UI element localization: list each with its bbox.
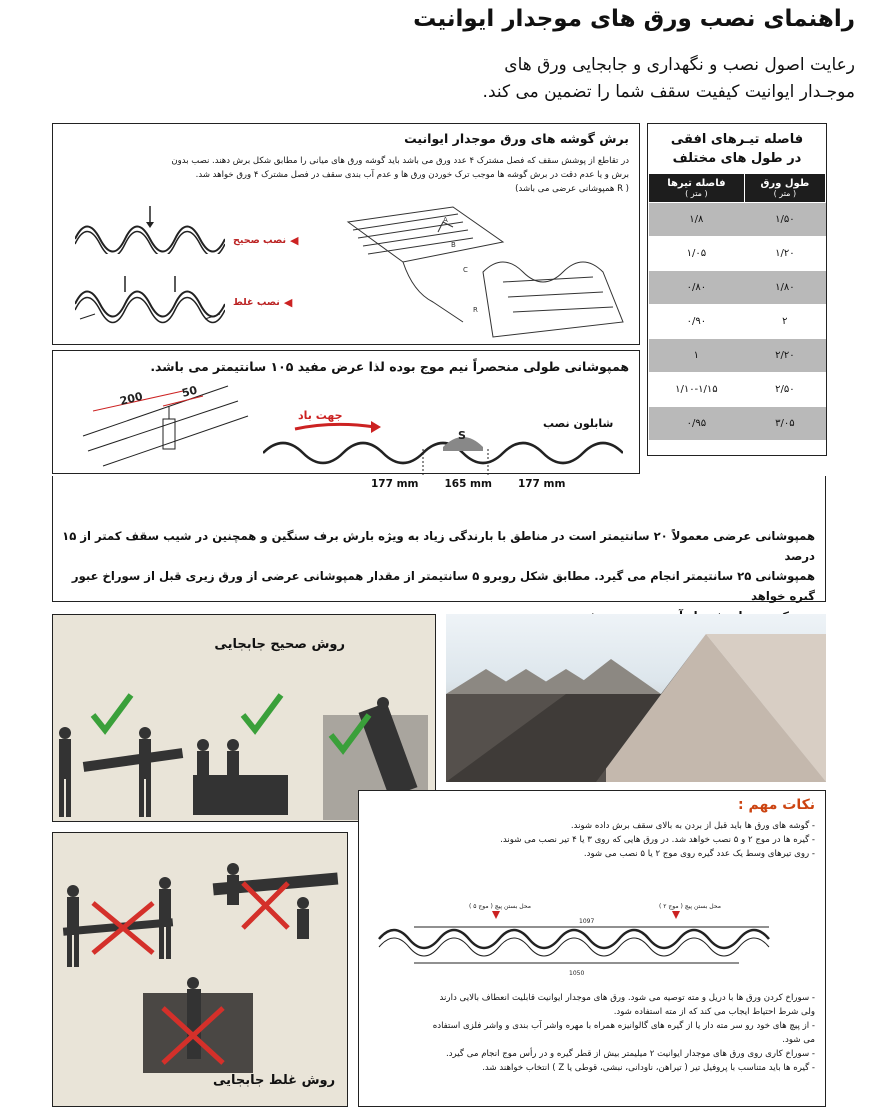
bottom-dimension: 1050	[569, 970, 585, 977]
note-item: ولی شرط احتیاط ایجاب می کند که از مته استفاده شود.	[613, 1007, 815, 1017]
cell-length: ۱/۵۰	[744, 203, 825, 237]
wind-direction-label: جهت باد	[298, 409, 343, 422]
corner-cut-title: برش گوشه های ورق موجدار ایوانیت	[404, 131, 629, 146]
cell-spacing: ۰/۹۰	[649, 305, 745, 339]
overlap-title: همپوشانی طولی منحصراً نیم موج بوده لذا عرض مفید ۱۰۵ سانتیمتر می باشد.	[150, 359, 629, 374]
intro-line-2: موجـدار ایوانیت کیفیت سقف شما را تضمین می کند.	[482, 82, 855, 102]
cell-spacing: ۰/۹۵	[649, 407, 745, 441]
intro-text	[360, 52, 855, 106]
dim-mid-label: 165 mm	[444, 478, 492, 490]
correct-handling-title: روش صحیح جابجایی	[214, 637, 345, 652]
cell-spacing: ۰/۸۰	[649, 271, 745, 305]
table-row	[649, 339, 826, 373]
table-title-line-1: فاصله تیـرهای افقی	[670, 132, 804, 147]
svg-text:R: R	[473, 306, 478, 314]
wrong-handling-panel	[52, 832, 348, 1107]
check-icon	[243, 695, 281, 730]
corner-cut-text-1: در تقاطع از پوشش سقف که فصل مشترک ۴ عدد ورق می باشد باید گوشه ورق های میانی را مطابق شکل برش دهند. نصب بدون	[171, 156, 629, 166]
dim-right-label: 177 mm	[517, 478, 566, 490]
col-header-spacing: فاصله تیرها ( متر )	[649, 174, 745, 203]
corner-cut-text	[59, 154, 629, 196]
cell-spacing: ۱/۸	[649, 203, 745, 237]
cell-length: ۱/۲۰	[744, 237, 825, 271]
check-icon	[331, 715, 369, 750]
note-item: - روی تیرهای وسط یک عدد گیره روی موج ۲ یا ۵ نصب می شود.	[583, 849, 815, 859]
check-icon	[93, 695, 131, 730]
col-header-length: طول ورق ( متر )	[744, 174, 825, 203]
rafter-spacing-table	[648, 173, 826, 441]
overlap-para-2: همپوشانی ۲۵ سانتیمتر انجام می گیرد. مطابق شکل روبرو ۵ سانتیمتر از مقدار همپوشانی عرضی از ورق زیری قبل از سوراخ عبور گیره خواهد	[71, 569, 815, 603]
overlap-paragraph-box	[52, 476, 826, 602]
table-row	[649, 373, 826, 407]
fastening-position-drawing	[369, 901, 809, 981]
corner-cut-section	[52, 123, 640, 345]
note-item: - سوراخ کردن ورق ها با دریل و مته توصیه می شود. ورق های موجدار ایوانیت قابلیت انعطاف بالایی دارند	[439, 993, 815, 1003]
notes-list-2	[365, 991, 815, 1075]
cell-spacing: ۱	[649, 339, 745, 373]
overlap-dimension-drawing	[63, 381, 263, 471]
red-arrow-icon: ◀	[283, 296, 293, 309]
roof-photo	[446, 614, 826, 782]
roof-photo-image	[446, 614, 826, 782]
cell-length: ۱/۸۰	[744, 271, 825, 305]
table-row	[649, 237, 826, 271]
note-item: - سوراخ کاری روی ورق های موجدار ایوانیت ۲ میلیمتر بیش از قطر گیره و در رأس موج انجام می گیرد.	[446, 1049, 815, 1059]
wrong-handling-illustration	[53, 833, 349, 1108]
notes-list	[375, 819, 815, 861]
overlap-para-1: همپوشانی عرضی معمولاً ۲۰ سانتیمتر است در مناطق با بارندگی زیاد به ویژه بارش برف سنگین و همچنین در شیب سقف کمتر از ۱۵ درصد	[62, 529, 815, 563]
svg-text:C: C	[463, 266, 468, 274]
corner-cut-drawing	[343, 202, 633, 342]
s-mark: S	[458, 429, 466, 442]
wrong-install-label	[233, 296, 292, 309]
dim-left-label: 177 mm	[371, 478, 419, 490]
notes-title: نکات مهم :	[738, 797, 815, 813]
dim-row	[371, 478, 565, 490]
red-arrow-icon: ◀	[290, 234, 299, 247]
table-row	[649, 305, 826, 339]
cell-spacing: ۱/۱۰-۱/۱۵	[649, 373, 745, 407]
note-item: - گیره ها در موج ۲ و ۵ نصب خواهد شد. در ورق هایی که روی ۳ یا ۴ تیر نصب می شوند.	[500, 835, 815, 845]
cell-spacing: ۱/۰۵	[649, 237, 745, 271]
table-row	[649, 203, 826, 237]
cell-length: ۲/۵۰	[744, 373, 825, 407]
table-row	[649, 407, 826, 441]
corner-cut-text-2: برش و یا عدم دقت در برش گوشه ها موجب ترک خوردن ورق ها و عدم آب بندی سقف در فصل مشترک ۴ ورق خواهد شد.	[195, 170, 629, 180]
wrong-label-text: نصب غلط	[233, 297, 280, 308]
note-item: می شود.	[782, 1035, 815, 1045]
table-title	[652, 130, 822, 168]
intro-line-1: رعایت اصول نصب و نگهداری و جابجایی ورق های	[504, 55, 855, 75]
notes-panel	[358, 790, 826, 1107]
dim-50: 50	[180, 383, 199, 400]
fastening-label-right: محل بستن پیچ ( موج ۲ )	[659, 903, 721, 910]
svg-text:A: A	[443, 216, 448, 224]
correct-label-text: نصب صحیح	[233, 235, 287, 246]
fastening-label-left: محل بستن پیچ ( موج ۵ )	[469, 903, 531, 910]
wrong-install-diagram	[75, 274, 225, 324]
template-label: شابلون نصب	[543, 417, 614, 430]
table-row	[649, 271, 826, 305]
overlap-paragraph	[60, 526, 815, 626]
wrong-handling-title: روش غلط جابجایی	[213, 1073, 336, 1088]
svg-text:B: B	[451, 241, 456, 249]
corner-cut-text-3: ( R همپوشانی عرضی می باشد)	[515, 184, 629, 194]
note-item: - گیره ها باید متناسب با پروفیل تیر ( تیراهن، ناودانی، نبشی، قوطی یا Z ) انتخاب خواهند شد.	[482, 1063, 815, 1073]
correct-install-label	[233, 234, 299, 247]
cell-length: ۳/۰۵	[744, 407, 825, 441]
template-wave-drawing	[263, 429, 623, 475]
correct-install-diagram	[75, 204, 225, 254]
note-item: - گوشه های ورق ها باید قبل از بردن به بالای سقف برش داده شوند.	[570, 821, 815, 831]
dim-200: 200	[118, 389, 145, 408]
note-item: - از پیچ های خود رو سر مته دار یا از گیره های گالوانیزه همراه با مهره واشر آب بندی و واشر فلزی استفاده	[432, 1021, 815, 1031]
top-dimension: 1097	[579, 918, 595, 925]
overlap-section	[52, 350, 640, 474]
cell-length: ۲/۲۰	[744, 339, 825, 373]
table-title-line-2: در طول های مختلف	[672, 151, 802, 166]
cell-length: ۲	[744, 305, 825, 339]
page-title: راهنمای نصب ورق های موجدار ایوانیت	[413, 6, 855, 32]
rafter-spacing-table-box	[647, 123, 827, 456]
